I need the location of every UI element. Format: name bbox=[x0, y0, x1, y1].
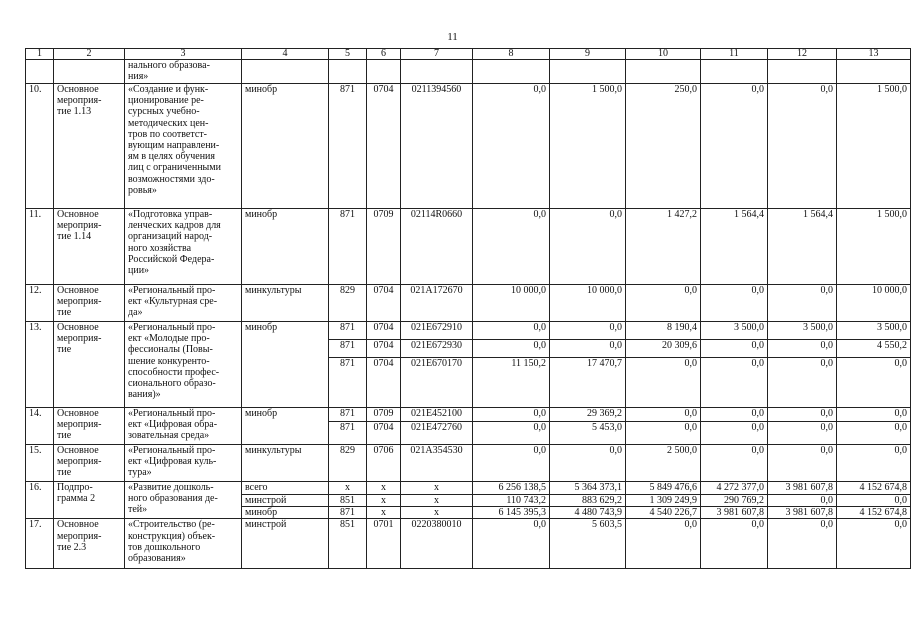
executor: минстрой bbox=[242, 519, 329, 569]
row-name: Основное мероприя- тие bbox=[54, 445, 125, 482]
amount-cell: 3 500,0 bbox=[701, 322, 768, 340]
amount-cell: 0,0 bbox=[473, 445, 550, 482]
row-number: 10. bbox=[26, 84, 54, 209]
amount-cell: 0,0 bbox=[701, 519, 768, 569]
amount-cell: 3 981 607,8 bbox=[768, 482, 837, 495]
grbs-code: 851 bbox=[329, 495, 367, 507]
amount-cell: 0,0 bbox=[768, 84, 837, 209]
amount-cell: 0,0 bbox=[473, 519, 550, 569]
header-cell: 7 bbox=[401, 49, 473, 60]
amount-cell: 5 603,5 bbox=[550, 519, 626, 569]
amount-cell: 1 500,0 bbox=[837, 84, 911, 209]
amount-cell: 20 309,6 bbox=[626, 340, 701, 358]
amount-cell: 0,0 bbox=[550, 209, 626, 285]
header-cell: 1 bbox=[26, 49, 54, 60]
amount-cell: 1 500,0 bbox=[837, 209, 911, 285]
target-code: х bbox=[401, 482, 473, 495]
amount-cell: 0,0 bbox=[550, 340, 626, 358]
grbs-code: 871 bbox=[329, 422, 367, 445]
header-cell: 6 bbox=[367, 49, 401, 60]
amount-cell: 10 000,0 bbox=[550, 285, 626, 322]
row-number: 16. bbox=[26, 482, 54, 519]
amount-cell: 0,0 bbox=[473, 84, 550, 209]
amount-cell: 0,0 bbox=[626, 408, 701, 422]
amount-cell: 4 540 226,7 bbox=[626, 507, 701, 519]
target-code: 021E452100 bbox=[401, 408, 473, 422]
row-name: Подпро- грамма 2 bbox=[54, 482, 125, 519]
section-code: х bbox=[367, 482, 401, 495]
executor: минкультуры bbox=[242, 445, 329, 482]
page-number: 11 bbox=[447, 31, 458, 43]
header-row bbox=[26, 49, 911, 60]
amount-cell: 0,0 bbox=[837, 495, 911, 507]
amount-cell: 0,0 bbox=[626, 519, 701, 569]
row-name: Основное мероприя- тие 2.3 bbox=[54, 519, 125, 569]
row-name: Основное мероприя- тие bbox=[54, 322, 125, 408]
amount-cell: 5 364 373,1 bbox=[550, 482, 626, 495]
table-row bbox=[26, 445, 911, 482]
amount-cell: 0,0 bbox=[768, 358, 837, 408]
amount-cell: 4 152 674,8 bbox=[837, 507, 911, 519]
header-cell: 2 bbox=[54, 49, 125, 60]
amount-cell: 0,0 bbox=[837, 408, 911, 422]
row-number: 11. bbox=[26, 209, 54, 285]
section-code: 0709 bbox=[367, 408, 401, 422]
grbs-code: 871 bbox=[329, 408, 367, 422]
amount-cell: 3 981 607,8 bbox=[701, 507, 768, 519]
amount-cell: 1 564,4 bbox=[768, 209, 837, 285]
grbs-code: 871 bbox=[329, 358, 367, 408]
section-code: 0701 bbox=[367, 519, 401, 569]
grbs-code: 871 bbox=[329, 340, 367, 358]
row-description: «Создание и функ- ционирование ре- сурсных учебно- методических цен- тров по соответст- вующим направлени- ям в целях обучения лиц с ограниченными возможностями здо- ровья» bbox=[125, 84, 242, 209]
row-name: Основное мероприя- тие bbox=[54, 285, 125, 322]
table-row bbox=[26, 408, 911, 422]
amount-cell: 0,0 bbox=[768, 422, 837, 445]
executor: минстрой bbox=[242, 495, 329, 507]
amount-cell: 8 190,4 bbox=[626, 322, 701, 340]
grbs-code: х bbox=[329, 482, 367, 495]
amount-cell: 0,0 bbox=[473, 209, 550, 285]
grbs-code: 871 bbox=[329, 507, 367, 519]
table-row bbox=[26, 60, 911, 84]
row-number: 13. bbox=[26, 322, 54, 408]
amount-cell: 883 629,2 bbox=[550, 495, 626, 507]
amount-cell: 0,0 bbox=[550, 322, 626, 340]
amount-cell: 0,0 bbox=[701, 285, 768, 322]
amount-cell: 0,0 bbox=[626, 285, 701, 322]
amount-cell: 0,0 bbox=[473, 422, 550, 445]
row-description: «Развитие дошколь- ного образования де- тей» bbox=[125, 482, 242, 519]
grbs-code: 829 bbox=[329, 285, 367, 322]
row-description: «Строительство (ре- конструкция) объек- тов дошкольного образования» bbox=[125, 519, 242, 569]
section-code: 0704 bbox=[367, 340, 401, 358]
amount-cell: 0,0 bbox=[626, 358, 701, 408]
amount-cell: 0,0 bbox=[768, 285, 837, 322]
table-row bbox=[26, 285, 911, 322]
amount-cell: 0,0 bbox=[768, 340, 837, 358]
amount-cell: 11 150,2 bbox=[473, 358, 550, 408]
table-row bbox=[26, 322, 911, 340]
grbs-code: 851 bbox=[329, 519, 367, 569]
grbs-code: 871 bbox=[329, 209, 367, 285]
executor: минобр bbox=[242, 209, 329, 285]
row-description: «Региональный про- ект «Культурная сре- да» bbox=[125, 285, 242, 322]
target-code: 021E672930 bbox=[401, 340, 473, 358]
budget-table bbox=[25, 48, 911, 569]
amount-cell: 1 427,2 bbox=[626, 209, 701, 285]
row-description: нального образова- ния» bbox=[125, 60, 242, 84]
header-cell: 9 bbox=[550, 49, 626, 60]
grbs-code: 829 bbox=[329, 445, 367, 482]
amount-cell: 3 500,0 bbox=[837, 322, 911, 340]
amount-cell: 10 000,0 bbox=[473, 285, 550, 322]
amount-cell: 1 500,0 bbox=[550, 84, 626, 209]
amount-cell: 1 309 249,9 bbox=[626, 495, 701, 507]
section-code: х bbox=[367, 507, 401, 519]
amount-cell: 17 470,7 bbox=[550, 358, 626, 408]
row-description: «Подготовка управ- ленческих кадров для организаций народ- ного хозяйства Российской Федера- ции» bbox=[125, 209, 242, 285]
amount-cell: 6 256 138,5 bbox=[473, 482, 550, 495]
amount-cell: 250,0 bbox=[626, 84, 701, 209]
executor: минобр bbox=[242, 507, 329, 519]
section-code: 0704 bbox=[367, 285, 401, 322]
header-cell: 10 bbox=[626, 49, 701, 60]
amount-cell: 0,0 bbox=[837, 358, 911, 408]
header-cell: 4 bbox=[242, 49, 329, 60]
section-code: 0706 bbox=[367, 445, 401, 482]
section-code: 0704 bbox=[367, 84, 401, 209]
amount-cell: 0,0 bbox=[626, 422, 701, 445]
row-description: «Региональный про- ект «Цифровая куль- тура» bbox=[125, 445, 242, 482]
target-code: 021E672910 bbox=[401, 322, 473, 340]
amount-cell: 0,0 bbox=[837, 422, 911, 445]
target-code: 0211394560 bbox=[401, 84, 473, 209]
row-name: Основное мероприя- тие bbox=[54, 408, 125, 445]
amount-cell: 4 480 743,9 bbox=[550, 507, 626, 519]
amount-cell: 1 564,4 bbox=[701, 209, 768, 285]
amount-cell: 5 849 476,6 bbox=[626, 482, 701, 495]
target-code: 021A354530 bbox=[401, 445, 473, 482]
executor: минобр bbox=[242, 408, 329, 445]
target-code: 021A172670 bbox=[401, 285, 473, 322]
amount-cell: 5 453,0 bbox=[550, 422, 626, 445]
amount-cell: 0,0 bbox=[768, 408, 837, 422]
grbs-code: 871 bbox=[329, 84, 367, 209]
amount-cell: 0,0 bbox=[473, 340, 550, 358]
row-name: Основное мероприя- тие 1.13 bbox=[54, 84, 125, 209]
amount-cell: 0,0 bbox=[701, 422, 768, 445]
amount-cell: 6 145 395,3 bbox=[473, 507, 550, 519]
header-cell: 8 bbox=[473, 49, 550, 60]
target-code: 021E472760 bbox=[401, 422, 473, 445]
amount-cell: 4 550,2 bbox=[837, 340, 911, 358]
amount-cell: 0,0 bbox=[701, 358, 768, 408]
target-code: х bbox=[401, 507, 473, 519]
header-cell: 3 bbox=[125, 49, 242, 60]
table-row bbox=[26, 482, 911, 495]
row-description: «Региональный про- ект «Цифровая обра- зовательная среда» bbox=[125, 408, 242, 445]
row-number: 12. bbox=[26, 285, 54, 322]
amount-cell: 0,0 bbox=[837, 519, 911, 569]
row-name: Основное мероприя- тие 1.14 bbox=[54, 209, 125, 285]
target-code: 02114R0660 bbox=[401, 209, 473, 285]
amount-cell: 0,0 bbox=[701, 408, 768, 422]
executor: минкультуры bbox=[242, 285, 329, 322]
table-row bbox=[26, 84, 911, 209]
amount-cell: 4 152 674,8 bbox=[837, 482, 911, 495]
amount-cell: 0,0 bbox=[701, 84, 768, 209]
header-cell: 12 bbox=[768, 49, 837, 60]
executor: минобр bbox=[242, 322, 329, 408]
header-cell: 11 bbox=[701, 49, 768, 60]
amount-cell: 0,0 bbox=[768, 495, 837, 507]
amount-cell: 3 981 607,8 bbox=[768, 507, 837, 519]
row-description: «Региональный про- ект «Молодые про- фессионалы (Повы- шение конкуренто- способности профес- сионального образо- вания)» bbox=[125, 322, 242, 408]
section-code: 0704 bbox=[367, 422, 401, 445]
table-row bbox=[26, 209, 911, 285]
amount-cell: 0,0 bbox=[768, 519, 837, 569]
row-number: 15. bbox=[26, 445, 54, 482]
amount-cell: 4 272 377,0 bbox=[701, 482, 768, 495]
amount-cell: 0,0 bbox=[473, 408, 550, 422]
target-code: 0220380010 bbox=[401, 519, 473, 569]
amount-cell: 0,0 bbox=[837, 445, 911, 482]
table-row bbox=[26, 519, 911, 569]
executor: всего bbox=[242, 482, 329, 495]
section-code: 0709 bbox=[367, 209, 401, 285]
amount-cell: 0,0 bbox=[473, 322, 550, 340]
amount-cell: 290 769,2 bbox=[701, 495, 768, 507]
grbs-code: 871 bbox=[329, 322, 367, 340]
section-code: 0704 bbox=[367, 358, 401, 408]
executor: минобр bbox=[242, 84, 329, 209]
amount-cell: 3 500,0 bbox=[768, 322, 837, 340]
amount-cell: 10 000,0 bbox=[837, 285, 911, 322]
header-cell: 13 bbox=[837, 49, 911, 60]
row-number: 17. bbox=[26, 519, 54, 569]
amount-cell: 0,0 bbox=[768, 445, 837, 482]
amount-cell: 0,0 bbox=[701, 340, 768, 358]
amount-cell: 0,0 bbox=[550, 445, 626, 482]
target-code: х bbox=[401, 495, 473, 507]
amount-cell: 29 369,2 bbox=[550, 408, 626, 422]
section-code: 0704 bbox=[367, 322, 401, 340]
header-cell: 5 bbox=[329, 49, 367, 60]
amount-cell: 2 500,0 bbox=[626, 445, 701, 482]
target-code: 021E670170 bbox=[401, 358, 473, 408]
row-number: 14. bbox=[26, 408, 54, 445]
amount-cell: 110 743,2 bbox=[473, 495, 550, 507]
section-code: х bbox=[367, 495, 401, 507]
amount-cell: 0,0 bbox=[701, 445, 768, 482]
